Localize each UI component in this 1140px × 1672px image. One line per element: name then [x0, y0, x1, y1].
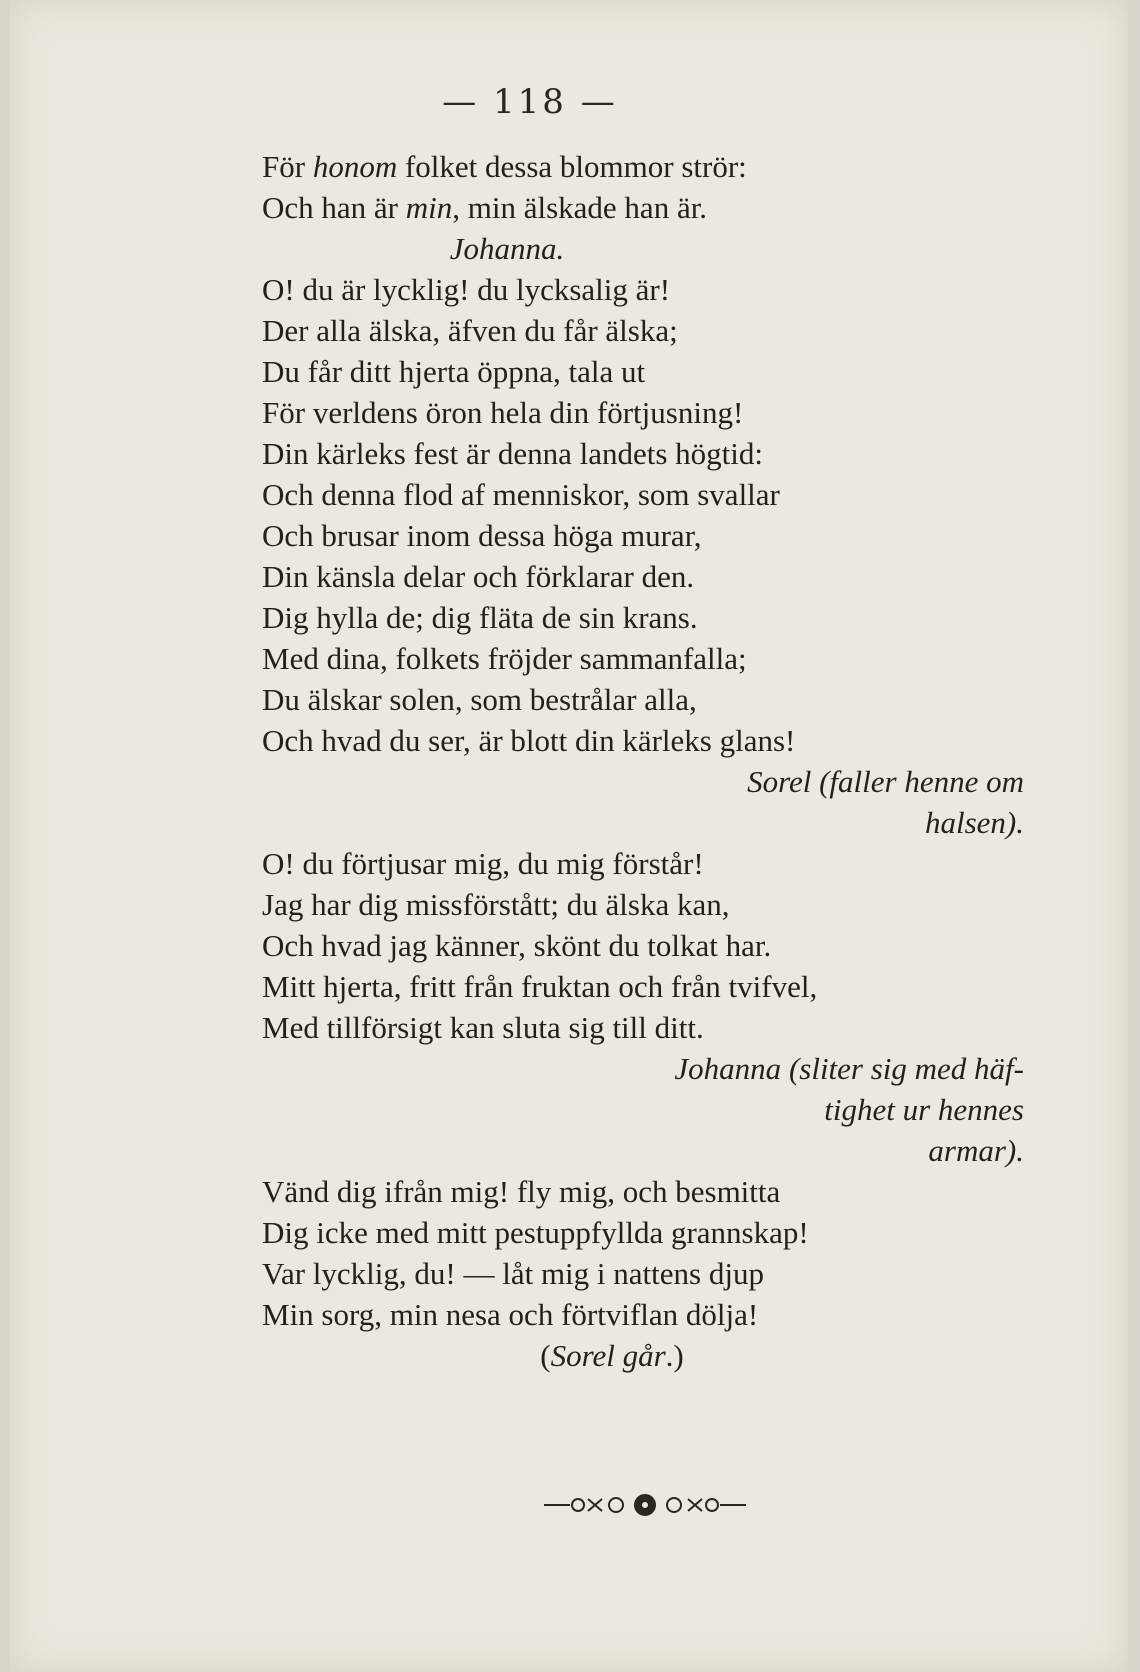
verse-line: Var lycklig, du! — låt mig i nattens djup [262, 1256, 764, 1291]
paren: .) [665, 1338, 684, 1373]
verse-text: folket dessa blommor strör: [397, 149, 747, 184]
paren: ( [540, 1338, 551, 1373]
verse-line: Der alla älska, äfven du får älska; [262, 313, 678, 348]
speaker-name: Johanna [674, 1051, 782, 1086]
stage-direction-text: (faller henne om [819, 764, 1024, 799]
book-page [10, 0, 1128, 1672]
speaker-name: Sorel [747, 764, 812, 799]
verse-line: Din känsla delar och förklarar den. [262, 559, 695, 594]
verse-line: Min sorg, min nesa och förtviflan dölja! [262, 1297, 759, 1332]
stage-direction [262, 1048, 1082, 1089]
verse-emphasis: honom [312, 149, 398, 184]
verse-line: För verldens öron hela din förtjusning! [262, 395, 744, 430]
exit-direction [262, 1335, 1082, 1376]
stage-direction-text: Sorel går [550, 1338, 666, 1373]
verse-line: Du älskar solen, som bestrålar alla, [262, 682, 697, 717]
verse-line: Med tillförsigt kan sluta sig till ditt. [262, 1010, 704, 1045]
poem-text [262, 146, 1082, 1376]
verse-line: O! du är lycklig! du lycksalig är! [262, 272, 671, 307]
verse-line: Med dina, folkets fröjder sammanfalla; [262, 641, 747, 676]
verse-line: Vänd dig ifrån mig! fly mig, och besmitta [262, 1174, 781, 1209]
verse-text: , min älskade han är. [452, 190, 708, 225]
ornament-icon [540, 1490, 750, 1520]
verse-line: Dig hylla de; dig fläta de sin krans. [262, 600, 698, 635]
verse-line [262, 146, 1082, 187]
verse-line [262, 187, 1082, 228]
verse-line: O! du förtjusar mig, du mig förstår! [262, 846, 704, 881]
stage-direction-cont: tighet ur hennes [824, 1092, 1024, 1127]
verse-text: Och han är [262, 190, 406, 225]
verse-text: För [262, 149, 313, 184]
verse-line: Du får ditt hjerta öppna, tala ut [262, 354, 646, 389]
stage-direction-cont: armar). [928, 1133, 1024, 1168]
verse-line: Jag har dig missförstått; du älska kan, [262, 887, 730, 922]
stage-direction-cont: halsen). [924, 805, 1024, 840]
page-number: — 118 — [442, 82, 618, 122]
stage-direction-text: (sliter sig med häf- [788, 1051, 1024, 1086]
verse-line: Mitt hjerta, fritt från fruktan och från tvifvel, [262, 969, 818, 1004]
verse-emphasis: min [405, 190, 453, 225]
verse-line: Dig icke med mitt pestuppfyllda grannskap! [262, 1215, 809, 1250]
speaker-name: Johanna. [449, 231, 565, 266]
verse-line: Och brusar inom dessa höga murar, [262, 518, 702, 553]
verse-line: Och denna flod af menniskor, som svallar [262, 477, 780, 512]
verse-line: Och hvad du ser, är blott din kärleks glans! [262, 723, 796, 758]
stage-direction [262, 761, 1082, 802]
verse-line: Din kärleks fest är denna landets högtid: [262, 436, 764, 471]
verse-line: Och hvad jag känner, skönt du tolkat har. [262, 928, 772, 963]
